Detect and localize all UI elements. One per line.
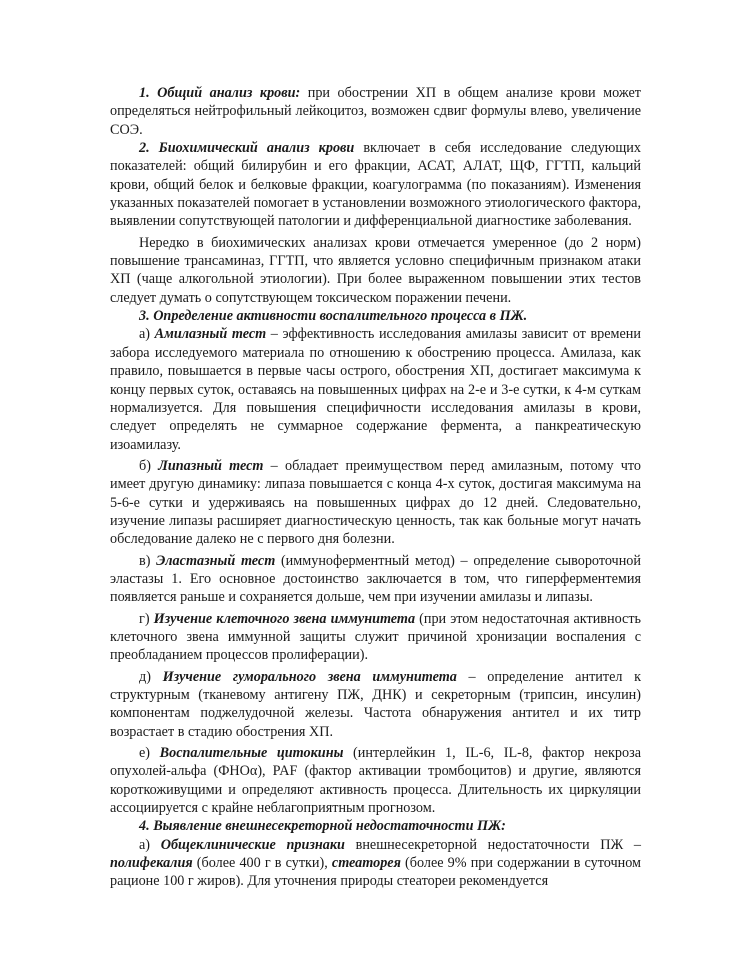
paragraph-clinical-signs [110,836,641,891]
prefix-lipase: б) [139,457,159,474]
paragraph-lipase [110,457,641,549]
prefix-humoral-immunity: д) [139,668,163,685]
document-page [110,84,641,891]
term-humoral-immunity: Изучение гуморального звена иммунитета [162,668,457,685]
prefix-cellular-immunity: г) [139,610,154,627]
text-humoral-immunity: – определение антител к структурным (тканевому антигену ПЖ, ДНК) и секреторным (трипсин, инсулин) компонентам поджелудочной железы. Частота обнаружения антител и их титр возрастает в стадию обострения ХП. [110,668,641,740]
text-clinical-signs-3: (более 9% при содержании в суточном рационе 100 г жиров). Для уточнения природы стеатореи рекомендуется [110,855,642,890]
paragraph-transaminases: Нередко в биохимических анализах крови отмечается умеренное (до 2 норм) повышение трансаминаз, ГГТП, что является условно специфичным признаком атаки ХП (чаще алкогольной этиологии). При более выраженном повышении этих тестов следует думать о сопутствующем токсическом поражении печени. [110,234,641,306]
term-steatorrhea: стеаторея [331,855,401,872]
text-biochem: включает в себя исследование следующих показателей: общий билирубин и его фракции, АСАТ, АЛАТ, ЩФ, ГГТП, кальций крови, общий белок и белковые фракции, коагулограмма (по показаниям). Изменения указанных показателей помогает в установлении возможного этиологического фактора, выявлении сопутствующей патологии и дифференциальной диагностике заболевания. [110,140,641,230]
paragraph-humoral-immunity [110,668,641,741]
prefix-cytokines: е) [139,745,160,762]
prefix-amylase: а) [139,326,155,343]
section-heading-3: 3. Определение активности воспалительного процесса в ПЖ. [139,308,528,325]
section-heading-4: 4. Выявление внешнесекреторной недостаточности ПЖ: [139,818,506,835]
text-clinical-signs-2: (более 400 г в сутки), [192,855,332,872]
text-lipase: – обладает преимуществом перед амилазным, потому что имеет другую динамику: липаза повышается с конца 4-х суток, достигая максимума на 5-6-е сутки и удерживаясь на повышенных цифрах до 12 дней. Следовательно, изучение липазы расширяет диагностическую ценность, так как больные могут начать обследование далеко не с первого дня болезни. [110,457,641,548]
text-amylase: – эффективность исследования амилазы зависит от времени забора исследуемого материала по отношению к обострению процесса. Амилаза, как правило, повышается в первые часы острого, обострения ХП, достигает максимума к концу первых суток, оставаясь на повышенных цифрах на 2-е и 3-е сутки, к 4-м суткам нормализуется. Для повышения специфичности исследования амилазы в крови, следует определять не суммарное содержание фермента, а панкреатическую изоамилазу. [110,326,641,453]
term-amylase: Амилазный тест [154,326,267,343]
term-elastase: Эластазный тест [156,552,276,569]
paragraph-amylase [110,325,641,453]
text-cytokines: (интерлейкин 1, IL-6, IL-8, фактор некроза опухолей-альфа (ФНОα), PAF (фактор активации тромбоцитов) и другие, являются короткоживущими и определяют активность процесса. Длительность их циркуляции ассоциируется с крайне неблагоприятным прогнозом. [110,745,642,817]
paragraph-elastase [110,552,641,607]
prefix-elastase: в) [139,552,157,569]
term-lipase: Липазный тест [158,457,264,474]
term-cbc: 1. Общий анализ крови: [139,85,301,101]
text-elastase: (иммуноферментный метод) – определение сывороточной эластазы 1. Его основное достоинство заключается в том, что гиперферментемия появляется раньше и сохраняется дольше, чем при изучении амилазы и липазы. [110,552,641,606]
paragraph-cytokines [110,744,641,817]
term-polyfecalia: полифекалия [110,855,193,872]
term-cytokines: Воспалительные цитокины [159,745,344,762]
text-clinical-signs-1: внешнесекреторной недостаточности ПЖ – [344,836,641,853]
prefix-clinical-signs: а) [139,836,161,853]
paragraph-cellular-immunity [110,610,641,665]
term-clinical-signs: Общеклинические признаки [160,836,345,853]
paragraph-cbc [110,84,641,139]
term-biochem: 2. Биохимический анализ крови [139,140,355,157]
text-cellular-immunity: (при этом недостаточная активность клеточного звена иммунной защиты служит причиной хронизации воспаления с преобладанием процессов пролиферации). [110,610,642,664]
text-cbc: при обострении ХП в общем анализе крови может определяться нейтрофильный лейкоцитоз, возможен сдвиг формулы влево, увеличение СОЭ. [110,85,641,138]
paragraph-biochem [110,139,641,231]
term-cellular-immunity: Изучение клеточного звена иммунитета [153,610,416,627]
